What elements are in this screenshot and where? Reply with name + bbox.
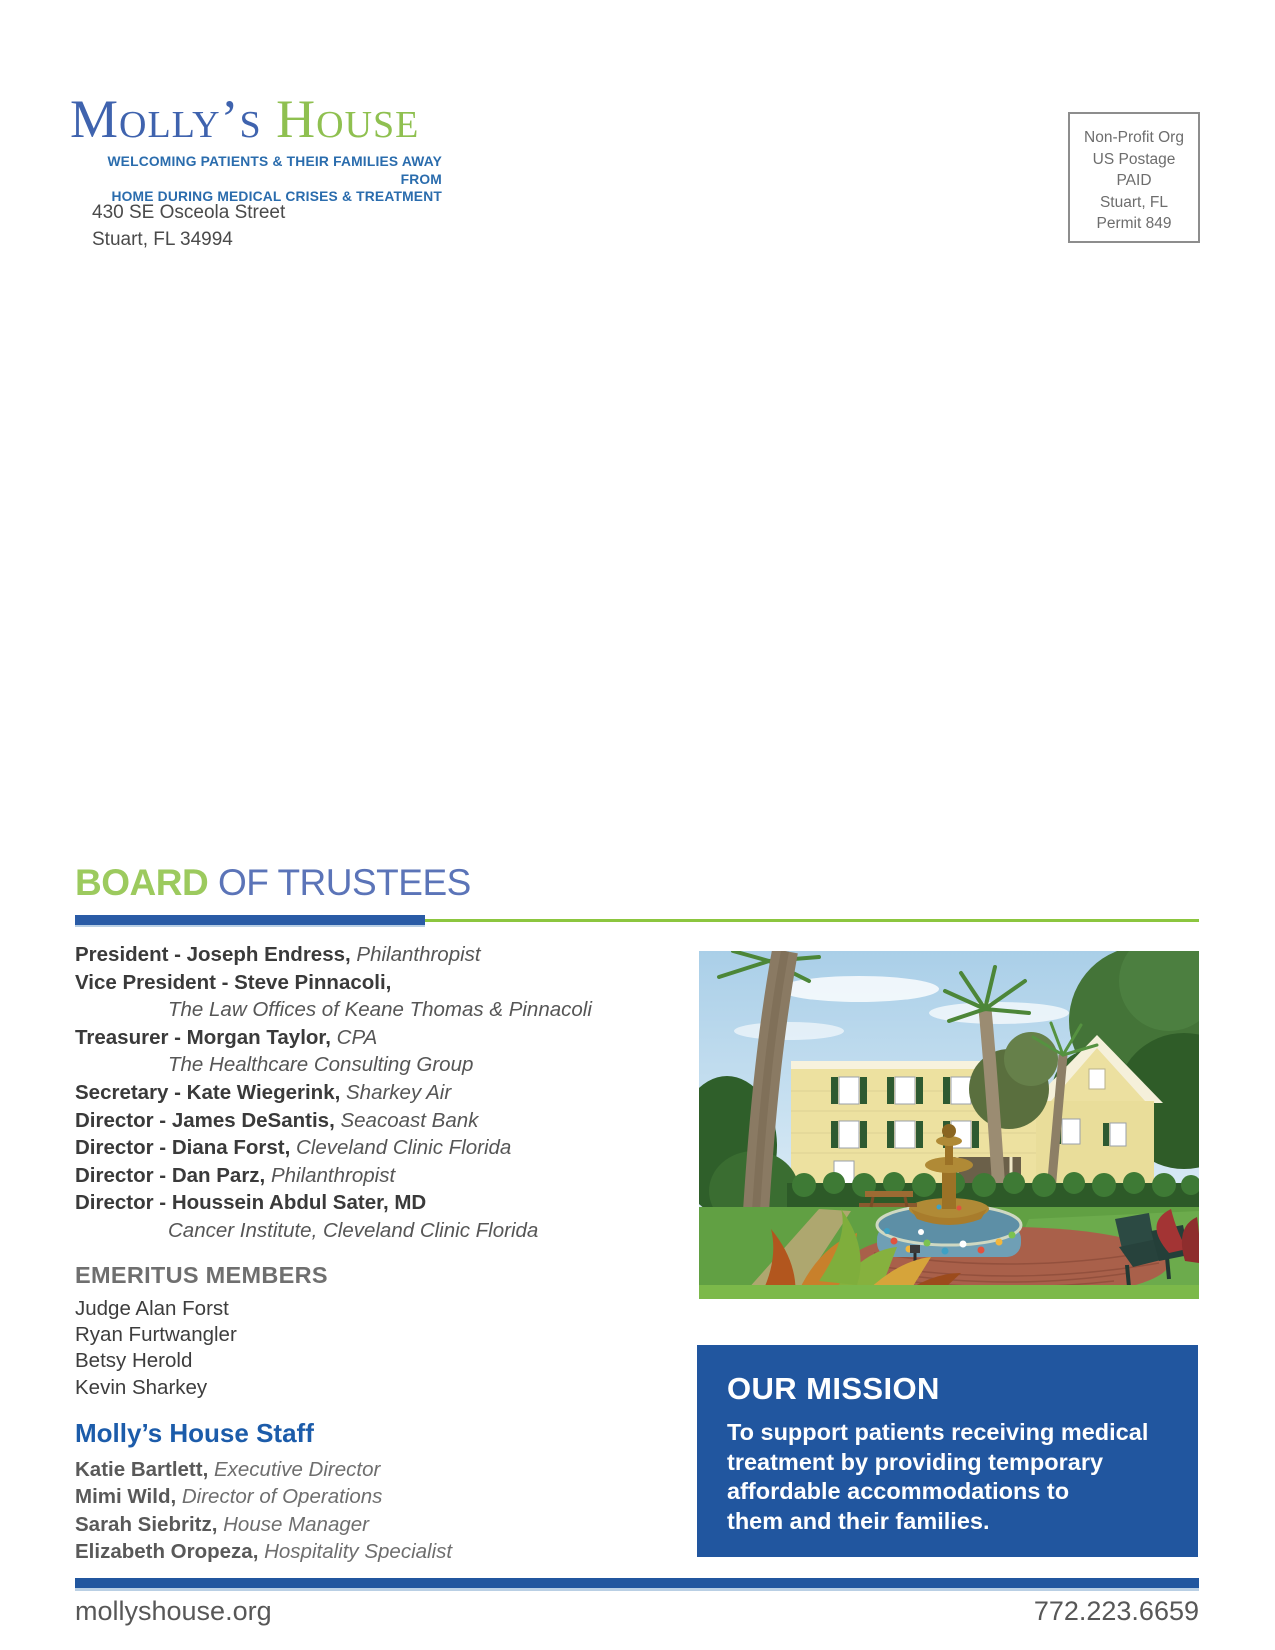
staff-member-name: Sarah Siebritz,: [75, 1512, 218, 1536]
left-column: [75, 941, 650, 1565]
board-member: [75, 1024, 650, 1052]
staff-member-name: Elizabeth Oropeza,: [75, 1540, 259, 1564]
staff-member: [75, 1456, 650, 1483]
logo-tagline: [70, 153, 442, 206]
board-member-affiliation-line2: The Healthcare Consulting Group: [168, 1053, 474, 1077]
emeritus-list: [75, 1296, 650, 1402]
house-photo-illustration: [699, 951, 1199, 1299]
board-member-affiliation-line2: Cancer Institute, Cleveland Clinic Florida: [168, 1218, 539, 1242]
logo-block: [70, 89, 442, 206]
board-member-title-name: President - Joseph Endress,: [75, 943, 351, 966]
board-member: [75, 969, 650, 997]
address-street: 430 SE Osceola Street: [92, 202, 286, 223]
board-member: [75, 1107, 650, 1135]
footer-website: mollyshouse.org: [75, 1596, 272, 1626]
return-address: [92, 199, 285, 253]
heading-rule-green: [425, 919, 1199, 922]
board-member-affiliation: Sharkey Air: [340, 1080, 452, 1104]
staff-member-name: Katie Bartlett,: [75, 1458, 209, 1482]
heading-board: BOARD: [75, 862, 209, 903]
board-member-affiliation: Seacoast Bank: [334, 1108, 479, 1132]
staff-list: [75, 1456, 650, 1565]
heading-rule-blue: [75, 915, 425, 927]
board-member-affiliation: Philanthropist: [350, 943, 481, 966]
postage-line: PAID: [1116, 172, 1152, 189]
logo-house: House: [276, 89, 420, 149]
staff-heading: Molly’s House Staff: [75, 1418, 314, 1449]
tagline-line-2: HOME DURING MEDICAL CRISES & TREATMENT: [111, 189, 442, 204]
tagline-line-1: WELCOMING PATIENTS & THEIR FAMILIES AWAY FROM: [107, 154, 442, 187]
staff-member-name: Mimi Wild,: [75, 1485, 177, 1509]
board-member: [75, 1134, 650, 1162]
staff-member: [75, 1538, 650, 1565]
logo-mollys: Molly’s: [70, 89, 277, 149]
footer-phone: 772.223.6659: [1033, 1596, 1199, 1626]
board-of-trustees-heading: [75, 862, 471, 904]
address-city: Stuart, FL 34994: [92, 229, 233, 250]
mission-heading: OUR MISSION: [727, 1371, 940, 1406]
heading-of-trustees: OF TRUSTEES: [208, 862, 471, 903]
board-member: [75, 941, 650, 969]
board-member: [75, 1079, 650, 1107]
house-garden-photo: [699, 951, 1199, 1299]
board-member: [75, 1189, 650, 1217]
mission-body-line: affordable accommodations to: [727, 1478, 1070, 1504]
postage-line: Non-Profit Org: [1084, 129, 1184, 146]
board-member-affiliation: Cleveland Clinic Florida: [290, 1136, 512, 1160]
board-member-title-name: Director - Houssein Abdul Sater, MD: [75, 1191, 427, 1215]
staff-member-role: House Manager: [217, 1512, 369, 1536]
footer-rule: [75, 1578, 1199, 1591]
postage-box: [1068, 112, 1200, 243]
board-list: [75, 941, 650, 1245]
staff-member-role: Hospitality Specialist: [258, 1540, 453, 1564]
emeritus-member-name: Betsy Herold: [75, 1349, 193, 1373]
staff-member-role: Director of Operations: [176, 1485, 383, 1509]
emeritus-member-name: Ryan Furtwangler: [75, 1322, 237, 1346]
postage-line: Permit 849: [1096, 215, 1172, 232]
mission-body-line: treatment by providing temporary: [727, 1448, 1104, 1475]
postage-line: Stuart, FL: [1099, 193, 1169, 211]
staff-member-role: Executive Director: [208, 1458, 381, 1482]
mollys-house-logo: [70, 89, 442, 149]
board-member-affiliation-line2: The Law Offices of Keane Thomas & Pinnacoli: [168, 998, 592, 1022]
board-member-title-name: Director - James DeSantis,: [75, 1108, 335, 1132]
mission-box: [697, 1345, 1198, 1557]
mission-body-line: them and their families.: [727, 1507, 990, 1534]
postage-line: US Postage: [1092, 150, 1176, 168]
emeritus-heading: EMERITUS MEMBERS: [75, 1261, 328, 1288]
board-member-title-name: Treasurer - Morgan Taylor,: [75, 1025, 331, 1049]
board-member-title-name: Director - Dan Parz,: [75, 1163, 266, 1187]
board-member-title-name: Secretary - Kate Wiegerink,: [75, 1080, 341, 1104]
staff-member: [75, 1483, 650, 1510]
board-member: [75, 1162, 650, 1190]
emeritus-member-name: Judge Alan Forst: [75, 1296, 229, 1320]
staff-member: [75, 1511, 650, 1538]
board-member-affiliation: CPA: [330, 1025, 378, 1049]
mission-body-line: To support patients receiving medical: [727, 1419, 1149, 1445]
emeritus-member-name: Kevin Sharkey: [75, 1375, 208, 1399]
mission-body: [727, 1418, 1178, 1536]
board-member-affiliation: Philanthropist: [265, 1163, 396, 1187]
board-member-title-name: Director - Diana Forst,: [75, 1136, 291, 1160]
board-member-title-name: Vice President - Steve Pinnacoli,: [75, 970, 392, 994]
